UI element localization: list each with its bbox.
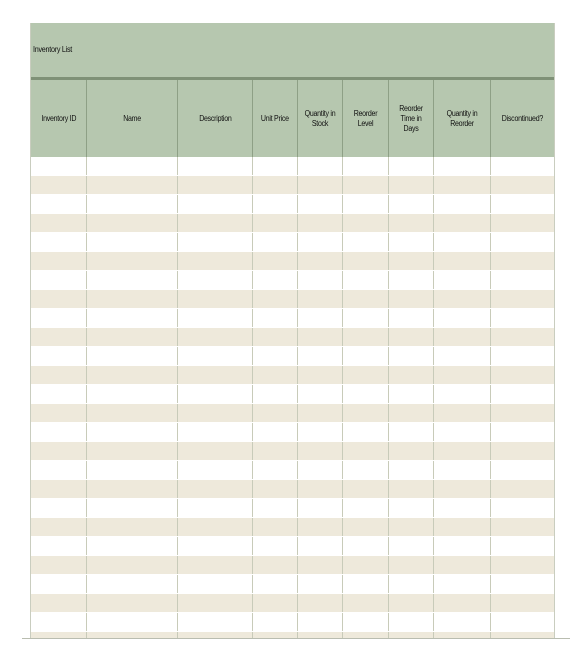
- table-cell-quantity-in-reorder[interactable]: [434, 594, 491, 612]
- table-cell-description[interactable]: [178, 157, 253, 175]
- table-row: [31, 328, 554, 347]
- column-header-inventory-id[interactable]: Inventory ID: [31, 80, 87, 157]
- table-cell-quantity-in-stock[interactable]: [298, 214, 343, 232]
- table-cell-discontinued[interactable]: [491, 442, 554, 460]
- table-cell-reorder-time-in-days[interactable]: [389, 404, 434, 422]
- table-cell-discontinued[interactable]: [491, 347, 554, 365]
- table-cell-inventory-id[interactable]: [31, 404, 87, 422]
- table-cell-inventory-id[interactable]: [31, 442, 87, 460]
- table-cell-description[interactable]: [178, 499, 253, 517]
- table-cell-description[interactable]: [178, 442, 253, 460]
- table-cell-reorder-level[interactable]: [343, 233, 389, 251]
- table-cell-reorder-level[interactable]: [343, 366, 389, 384]
- table-cell-discontinued[interactable]: [491, 252, 554, 270]
- table-cell-inventory-id[interactable]: [31, 575, 87, 593]
- table-cell-reorder-level[interactable]: [343, 347, 389, 365]
- table-cell-reorder-level[interactable]: [343, 442, 389, 460]
- column-header-reorder-time[interactable]: Reorder Time in Days: [389, 80, 434, 157]
- table-cell-quantity-in-stock[interactable]: [298, 613, 343, 631]
- table-cell-unit-price[interactable]: [253, 404, 298, 422]
- column-header-quantity-in-stock[interactable]: Quantity in Stock: [298, 80, 343, 157]
- table-cell-reorder-level[interactable]: [343, 157, 389, 175]
- table-cell-reorder-level[interactable]: [343, 290, 389, 308]
- table-cell-quantity-in-reorder[interactable]: [434, 442, 491, 460]
- table-cell-quantity-in-stock[interactable]: [298, 518, 343, 536]
- table-cell-reorder-time-in-days[interactable]: [389, 423, 434, 441]
- table-cell-reorder-level[interactable]: [343, 385, 389, 403]
- table-cell-reorder-level[interactable]: [343, 404, 389, 422]
- table-cell-reorder-level[interactable]: [343, 594, 389, 612]
- table-cell-discontinued[interactable]: [491, 176, 554, 194]
- table-cell-name[interactable]: [87, 328, 178, 346]
- table-cell-quantity-in-stock[interactable]: [298, 157, 343, 175]
- table-cell-reorder-time-in-days[interactable]: [389, 309, 434, 327]
- table-cell-reorder-time-in-days[interactable]: [389, 347, 434, 365]
- table-cell-reorder-time-in-days[interactable]: [389, 480, 434, 498]
- table-row: [31, 176, 554, 195]
- table-cell-reorder-time-in-days[interactable]: [389, 499, 434, 517]
- table-cell-description[interactable]: [178, 347, 253, 365]
- table-cell-quantity-in-stock[interactable]: [298, 309, 343, 327]
- table-cell-quantity-in-reorder[interactable]: [434, 347, 491, 365]
- table-cell-reorder-time-in-days[interactable]: [389, 271, 434, 289]
- table-cell-quantity-in-stock[interactable]: [298, 499, 343, 517]
- table-cell-reorder-time-in-days[interactable]: [389, 252, 434, 270]
- table-cell-unit-price[interactable]: [253, 442, 298, 460]
- table-cell-quantity-in-reorder[interactable]: [434, 290, 491, 308]
- table-cell-description[interactable]: [178, 214, 253, 232]
- table-cell-inventory-id[interactable]: [31, 480, 87, 498]
- table-cell-unit-price[interactable]: [253, 480, 298, 498]
- table-cell-name[interactable]: [87, 195, 178, 213]
- table-cell-unit-price[interactable]: [253, 575, 298, 593]
- table-cell-quantity-in-stock[interactable]: [298, 385, 343, 403]
- table-cell-quantity-in-stock[interactable]: [298, 195, 343, 213]
- table-cell-name[interactable]: [87, 594, 178, 612]
- table-cell-reorder-time-in-days[interactable]: [389, 366, 434, 384]
- table-row: [31, 442, 554, 461]
- table-body: [31, 157, 554, 638]
- table-cell-inventory-id[interactable]: [31, 366, 87, 384]
- table-cell-discontinued[interactable]: [491, 366, 554, 384]
- table-cell-reorder-time-in-days[interactable]: [389, 556, 434, 574]
- table-cell-inventory-id[interactable]: [31, 537, 87, 555]
- table-cell-quantity-in-stock[interactable]: [298, 442, 343, 460]
- table-cell-name[interactable]: [87, 537, 178, 555]
- table-cell-description[interactable]: [178, 575, 253, 593]
- table-cell-unit-price[interactable]: [253, 176, 298, 194]
- table-row: [31, 385, 554, 404]
- table-cell-description[interactable]: [178, 518, 253, 536]
- table-cell-reorder-time-in-days[interactable]: [389, 290, 434, 308]
- table-cell-unit-price[interactable]: [253, 214, 298, 232]
- table-cell-quantity-in-stock[interactable]: [298, 594, 343, 612]
- table-cell-quantity-in-reorder[interactable]: [434, 480, 491, 498]
- table-cell-quantity-in-reorder[interactable]: [434, 423, 491, 441]
- table-cell-discontinued[interactable]: [491, 309, 554, 327]
- column-header-discontinued[interactable]: Discontinued?: [501, 113, 544, 123]
- table-cell-name[interactable]: [87, 461, 178, 479]
- table-cell-quantity-in-stock[interactable]: [298, 556, 343, 574]
- table-cell-inventory-id[interactable]: [31, 423, 87, 441]
- table-row: [31, 252, 554, 271]
- table-cell-reorder-time-in-days[interactable]: [389, 537, 434, 555]
- table-cell-quantity-in-stock[interactable]: [298, 575, 343, 593]
- table-row: [31, 461, 554, 480]
- table-cell-description[interactable]: [178, 613, 253, 631]
- table-cell-inventory-id[interactable]: [31, 195, 87, 213]
- table-cell-name[interactable]: [87, 423, 178, 441]
- table-cell-name[interactable]: [87, 366, 178, 384]
- table-cell-description[interactable]: [178, 461, 253, 479]
- table-row: [31, 233, 554, 252]
- table-cell-unit-price[interactable]: [253, 385, 298, 403]
- table-cell-discontinued[interactable]: [491, 328, 554, 346]
- table-cell-discontinued[interactable]: [491, 157, 554, 175]
- table-cell-reorder-level[interactable]: [343, 195, 389, 213]
- table-cell-quantity-in-stock[interactable]: [298, 252, 343, 270]
- table-cell-quantity-in-reorder[interactable]: [434, 385, 491, 403]
- table-cell-unit-price[interactable]: [253, 328, 298, 346]
- table-cell-unit-price[interactable]: [253, 613, 298, 631]
- table-cell-reorder-level[interactable]: [343, 214, 389, 232]
- table-cell-quantity-in-reorder[interactable]: [434, 613, 491, 631]
- table-cell-inventory-id[interactable]: [31, 233, 87, 251]
- table-cell-name[interactable]: [87, 613, 178, 631]
- table-cell-inventory-id[interactable]: [31, 499, 87, 517]
- table-cell-reorder-level[interactable]: [343, 271, 389, 289]
- table-cell-name[interactable]: [87, 271, 178, 289]
- table-cell-reorder-time-in-days[interactable]: [389, 328, 434, 346]
- table-cell-discontinued[interactable]: [491, 537, 554, 555]
- table-cell-quantity-in-reorder[interactable]: [434, 556, 491, 574]
- table-cell-discontinued[interactable]: [491, 613, 554, 631]
- table-cell-unit-price[interactable]: [253, 347, 298, 365]
- table-cell-name[interactable]: [87, 499, 178, 517]
- table-row: [31, 290, 554, 309]
- title-band: [31, 23, 554, 77]
- table-cell-description[interactable]: [178, 594, 253, 612]
- table-cell-inventory-id[interactable]: [31, 461, 87, 479]
- table-cell-discontinued[interactable]: [491, 480, 554, 498]
- table-cell-inventory-id[interactable]: [31, 613, 87, 631]
- table-cell-quantity-in-reorder[interactable]: [434, 157, 491, 175]
- table-cell-name[interactable]: [87, 556, 178, 574]
- table-cell-unit-price[interactable]: [253, 309, 298, 327]
- column-header-unit-price[interactable]: Unit Price: [253, 80, 298, 157]
- table-cell-unit-price[interactable]: [253, 461, 298, 479]
- table-cell-quantity-in-stock[interactable]: [298, 271, 343, 289]
- table-cell-reorder-level[interactable]: [343, 556, 389, 574]
- table-cell-name[interactable]: [87, 518, 178, 536]
- table-cell-unit-price[interactable]: [253, 252, 298, 270]
- table-cell-reorder-level[interactable]: [343, 613, 389, 631]
- table-cell-reorder-level[interactable]: [343, 499, 389, 517]
- table-cell-reorder-level[interactable]: [343, 176, 389, 194]
- table-row: [31, 556, 554, 575]
- table-cell-description[interactable]: [178, 328, 253, 346]
- sheet-title: Inventory List: [33, 45, 73, 54]
- column-header-quantity-in-reorder[interactable]: Quantity in Reorder: [434, 80, 491, 157]
- table-cell-name[interactable]: [87, 385, 178, 403]
- table-cell-description[interactable]: [178, 423, 253, 441]
- table-cell-discontinued[interactable]: [491, 404, 554, 422]
- table-cell-reorder-time-in-days[interactable]: [389, 461, 434, 479]
- table-cell-description[interactable]: [178, 556, 253, 574]
- table-cell-quantity-in-stock[interactable]: [298, 176, 343, 194]
- table-cell-discontinued[interactable]: [491, 575, 554, 593]
- table-cell-discontinued[interactable]: [491, 290, 554, 308]
- table-cell-name[interactable]: [87, 233, 178, 251]
- table-cell-description[interactable]: [178, 195, 253, 213]
- table-cell-quantity-in-stock[interactable]: [298, 347, 343, 365]
- table-cell-quantity-in-stock[interactable]: [298, 366, 343, 384]
- table-cell-unit-price[interactable]: [253, 233, 298, 251]
- table-cell-quantity-in-reorder[interactable]: [434, 252, 491, 270]
- table-row: [31, 309, 554, 328]
- table-cell-reorder-level[interactable]: [343, 252, 389, 270]
- table-cell-unit-price[interactable]: [253, 594, 298, 612]
- table-row: [31, 480, 554, 499]
- table-cell-inventory-id[interactable]: [31, 518, 87, 536]
- column-header-reorder-level[interactable]: Reorder Level: [343, 80, 389, 157]
- table-cell-reorder-time-in-days[interactable]: [389, 442, 434, 460]
- table-cell-name[interactable]: [87, 309, 178, 327]
- table-cell-quantity-in-stock[interactable]: [298, 404, 343, 422]
- table-cell-description[interactable]: [178, 233, 253, 251]
- table-cell-inventory-id[interactable]: [31, 214, 87, 232]
- table-cell-unit-price[interactable]: [253, 518, 298, 536]
- table-cell-inventory-id[interactable]: [31, 347, 87, 365]
- table-cell-quantity-in-reorder[interactable]: [434, 233, 491, 251]
- table-cell-discontinued[interactable]: [491, 271, 554, 289]
- table-cell-description[interactable]: [178, 290, 253, 308]
- page-bottom-rule: [22, 638, 570, 639]
- table-cell-discontinued[interactable]: [491, 594, 554, 612]
- table-cell-quantity-in-reorder[interactable]: [434, 518, 491, 536]
- table-cell-inventory-id[interactable]: [31, 594, 87, 612]
- table-cell-inventory-id[interactable]: [31, 271, 87, 289]
- table-cell-description[interactable]: [178, 537, 253, 555]
- column-header-name[interactable]: Name: [87, 80, 178, 157]
- table-cell-reorder-level[interactable]: [343, 423, 389, 441]
- table-cell-quantity-in-stock[interactable]: [298, 461, 343, 479]
- table-cell-reorder-level[interactable]: [343, 575, 389, 593]
- table-row: [31, 347, 554, 366]
- table-cell-quantity-in-reorder[interactable]: [434, 366, 491, 384]
- table-cell-description[interactable]: [178, 176, 253, 194]
- table-cell-quantity-in-reorder[interactable]: [434, 176, 491, 194]
- table-cell-quantity-in-stock[interactable]: [298, 328, 343, 346]
- table-cell-name[interactable]: [87, 214, 178, 232]
- table-cell-discontinued[interactable]: [491, 195, 554, 213]
- table-cell-discontinued[interactable]: [491, 233, 554, 251]
- table-cell-inventory-id[interactable]: [31, 252, 87, 270]
- table-cell-unit-price[interactable]: [253, 499, 298, 517]
- table-cell-unit-price[interactable]: [253, 556, 298, 574]
- table-cell-name[interactable]: [87, 157, 178, 175]
- table-cell-discontinued[interactable]: [491, 461, 554, 479]
- table-cell-name[interactable]: [87, 575, 178, 593]
- table-cell-description[interactable]: [178, 385, 253, 403]
- table-cell-unit-price[interactable]: [253, 537, 298, 555]
- table-row: [31, 499, 554, 518]
- table-cell-reorder-time-in-days[interactable]: [389, 613, 434, 631]
- table-cell-reorder-time-in-days[interactable]: [389, 233, 434, 251]
- table-cell-reorder-level[interactable]: [343, 461, 389, 479]
- table-cell-description[interactable]: [178, 480, 253, 498]
- table-row: [31, 404, 554, 423]
- table-cell-reorder-level[interactable]: [343, 309, 389, 327]
- table-cell-reorder-time-in-days[interactable]: [389, 195, 434, 213]
- table-cell-unit-price[interactable]: [253, 423, 298, 441]
- table-cell-discontinued[interactable]: [491, 556, 554, 574]
- table-cell-quantity-in-stock[interactable]: [298, 537, 343, 555]
- table-cell-quantity-in-reorder[interactable]: [434, 575, 491, 593]
- table-cell-inventory-id[interactable]: [31, 309, 87, 327]
- table-cell-quantity-in-reorder[interactable]: [434, 195, 491, 213]
- table-cell-reorder-time-in-days[interactable]: [389, 214, 434, 232]
- table-cell-discontinued[interactable]: [491, 423, 554, 441]
- table-cell-name[interactable]: [87, 252, 178, 270]
- table-row: [31, 423, 554, 442]
- table-cell-name[interactable]: [87, 290, 178, 308]
- table-cell-reorder-time-in-days[interactable]: [389, 385, 434, 403]
- table-cell-unit-price[interactable]: [253, 271, 298, 289]
- table-cell-reorder-time-in-days[interactable]: [389, 518, 434, 536]
- table-row: [31, 613, 554, 632]
- table-cell-unit-price[interactable]: [253, 195, 298, 213]
- table-cell-reorder-time-in-days[interactable]: [389, 594, 434, 612]
- table-cell-name[interactable]: [87, 176, 178, 194]
- table-cell-quantity-in-reorder[interactable]: [434, 328, 491, 346]
- table-cell-discontinued[interactable]: [491, 499, 554, 517]
- table-cell-inventory-id[interactable]: [31, 385, 87, 403]
- table-cell-reorder-level[interactable]: [343, 518, 389, 536]
- table-cell-inventory-id[interactable]: [31, 328, 87, 346]
- table-cell-description[interactable]: [178, 252, 253, 270]
- table-cell-reorder-level[interactable]: [343, 328, 389, 346]
- table-row: [31, 518, 554, 537]
- table-header-row: [31, 80, 554, 157]
- table-cell-inventory-id[interactable]: [31, 556, 87, 574]
- table-row: [31, 157, 554, 176]
- table-cell-quantity-in-reorder[interactable]: [434, 461, 491, 479]
- table-cell-inventory-id[interactable]: [31, 176, 87, 194]
- table-cell-discontinued[interactable]: [491, 518, 554, 536]
- table-cell-name[interactable]: [87, 442, 178, 460]
- table-cell-quantity-in-stock[interactable]: [298, 233, 343, 251]
- table-row: [31, 271, 554, 290]
- table-cell-reorder-level[interactable]: [343, 480, 389, 498]
- table-cell-unit-price[interactable]: [253, 290, 298, 308]
- table-row: [31, 366, 554, 385]
- table-cell-description[interactable]: [178, 271, 253, 289]
- table-row: [31, 214, 554, 233]
- table-cell-inventory-id[interactable]: [31, 290, 87, 308]
- column-header-description[interactable]: Description: [178, 80, 253, 157]
- table-cell-name[interactable]: [87, 480, 178, 498]
- table-cell-quantity-in-reorder[interactable]: [434, 404, 491, 422]
- table-cell-reorder-time-in-days[interactable]: [389, 176, 434, 194]
- table-cell-unit-price[interactable]: [253, 366, 298, 384]
- table-cell-discontinued[interactable]: [491, 385, 554, 403]
- table-cell-quantity-in-stock[interactable]: [298, 423, 343, 441]
- table-cell-quantity-in-reorder[interactable]: [434, 499, 491, 517]
- table-cell-description[interactable]: [178, 366, 253, 384]
- table-cell-reorder-time-in-days[interactable]: [389, 575, 434, 593]
- table-cell-unit-price[interactable]: [253, 157, 298, 175]
- table-cell-quantity-in-reorder[interactable]: [434, 537, 491, 555]
- table-cell-name[interactable]: [87, 347, 178, 365]
- table-row: [31, 594, 554, 613]
- table-row: [31, 195, 554, 214]
- table-cell-description[interactable]: [178, 309, 253, 327]
- table-cell-name[interactable]: [87, 404, 178, 422]
- table-cell-inventory-id[interactable]: [31, 157, 87, 175]
- table-row: [31, 575, 554, 594]
- table-cell-quantity-in-stock[interactable]: [298, 480, 343, 498]
- table-cell-reorder-time-in-days[interactable]: [389, 157, 434, 175]
- table-cell-reorder-level[interactable]: [343, 537, 389, 555]
- table-cell-quantity-in-reorder[interactable]: [434, 271, 491, 289]
- table-cell-quantity-in-stock[interactable]: [298, 290, 343, 308]
- table-cell-discontinued[interactable]: [491, 214, 554, 232]
- table-cell-description[interactable]: [178, 404, 253, 422]
- table-cell-quantity-in-reorder[interactable]: [434, 214, 491, 232]
- inventory-sheet: [30, 23, 555, 638]
- table-cell-quantity-in-reorder[interactable]: [434, 309, 491, 327]
- table-row: [31, 537, 554, 556]
